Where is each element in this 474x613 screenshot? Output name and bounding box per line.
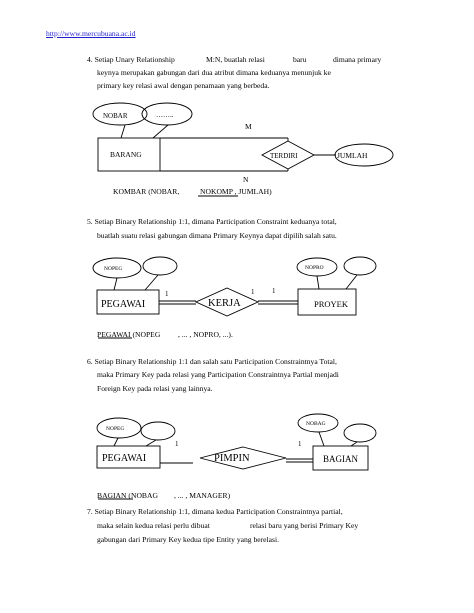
s7-line2-part1: maka selain kedua relasi perlu dibuat <box>97 521 210 530</box>
cardinality-left: 1 <box>175 440 179 448</box>
entity-label-barang: BARANG <box>110 150 142 159</box>
attribute-label-nobar: NOBAR <box>103 112 128 120</box>
entity-label-pegawai: PEGAWAI <box>101 299 146 310</box>
header-url-link[interactable]: http://www.mercubuana.ac.id <box>46 29 136 38</box>
cardinality-m: M <box>245 122 252 131</box>
attribute-link <box>153 125 168 138</box>
attribute-label-placeholder: …….. <box>156 111 174 119</box>
attribute-label-jumlah: JUMLAH <box>337 151 368 160</box>
entity-label-pegawai: PEGAWAI <box>102 453 147 464</box>
s6-line1: 6. Setiap Binary Relationship 1:1 dan salah satu Participation Constraintnya Total, <box>87 357 337 366</box>
s5-line1: 5. Setiap Binary Relationship 1:1, dimana Participation Constraint keduanya total, <box>87 217 337 226</box>
cardinality-mid: 1 <box>251 288 255 296</box>
attribute-label-nopeg: NOPEG <box>104 266 123 272</box>
cardinality-right: 1 <box>272 287 276 295</box>
attribute-label-nopeg: NOPEG <box>106 426 125 432</box>
attribute-link <box>114 278 117 290</box>
cardinality-n: N <box>243 175 249 184</box>
s5-line2: buatlah suatu relasi gabungan dimana Primary Keynya dapat dipilih salah satu. <box>97 231 337 240</box>
relationship-label-pimpin: PIMPIN <box>214 453 250 464</box>
s6-result-part1: BAGIAN (NOBAG <box>97 491 158 500</box>
attribute-label-nopro: NOPRO <box>305 265 324 271</box>
entity-label-bagian: BAGIAN <box>323 454 358 464</box>
s4-line1-part3: baru <box>293 55 307 64</box>
s7-line2-part2: relasi baru yang berisi Primary Key <box>250 521 359 530</box>
s5-result-part1: PEGAWAI (NOPEG <box>97 330 161 339</box>
s7-line3: gabungan dari Primary Key kedua tipe Entity yang berelasi. <box>97 535 279 544</box>
attribute-link <box>114 438 118 446</box>
attribute-label-nobag: NOBAG <box>306 421 326 427</box>
s4-line1-part2: M:N, buatlah relasi <box>206 55 265 64</box>
attribute-link <box>346 275 357 289</box>
cardinality-left: 1 <box>165 290 169 298</box>
s6-result-part2: , ... , MANAGER) <box>174 491 231 500</box>
s4-result-part1: KOMBAR (NOBAR, <box>113 187 180 196</box>
attribute-ellipse-blank <box>141 422 175 440</box>
attribute-link <box>146 440 156 446</box>
s4-line1-part1: 4. Setiap Unary Relationship <box>87 55 175 64</box>
cardinality-right: 1 <box>298 440 302 448</box>
attribute-link <box>121 125 125 138</box>
s4-result-part2: NOKOMP , JUMLAH) <box>200 187 272 196</box>
attribute-link <box>351 442 357 446</box>
s4-line2: keynya merupakan gabungan dari dua atribut dimana keduanya menunjuk ke <box>97 68 331 77</box>
attribute-link <box>319 432 324 446</box>
attribute-ellipse-blank <box>344 257 376 275</box>
attribute-link <box>317 276 319 289</box>
relationship-label-kerja: KERJA <box>208 298 241 309</box>
s4-line1-part4: dimana primary <box>333 55 382 64</box>
s4-line3: primary key relasi awal dengan penamaan yang berbeda. <box>97 81 270 90</box>
entity-label-proyek: PROYEK <box>314 299 349 309</box>
relationship-label-terdiri: TERDIRI <box>270 152 298 160</box>
s5-result-part2: , ... , NOPRO, ...). <box>178 330 233 339</box>
s7-line1: 7. Setiap Binary Relationship 1:1, dimana kedua Participation Constraintnya partial, <box>87 507 343 516</box>
attribute-ellipse-blank <box>143 257 177 275</box>
attribute-link <box>145 275 158 290</box>
s6-line2: maka Primary Key pada relasi yang Participation Constraintnya Partial menjadi <box>97 370 339 379</box>
s6-line3: Foreign Key pada relasi yang lainnya. <box>97 384 213 393</box>
attribute-ellipse-blank <box>344 424 376 442</box>
